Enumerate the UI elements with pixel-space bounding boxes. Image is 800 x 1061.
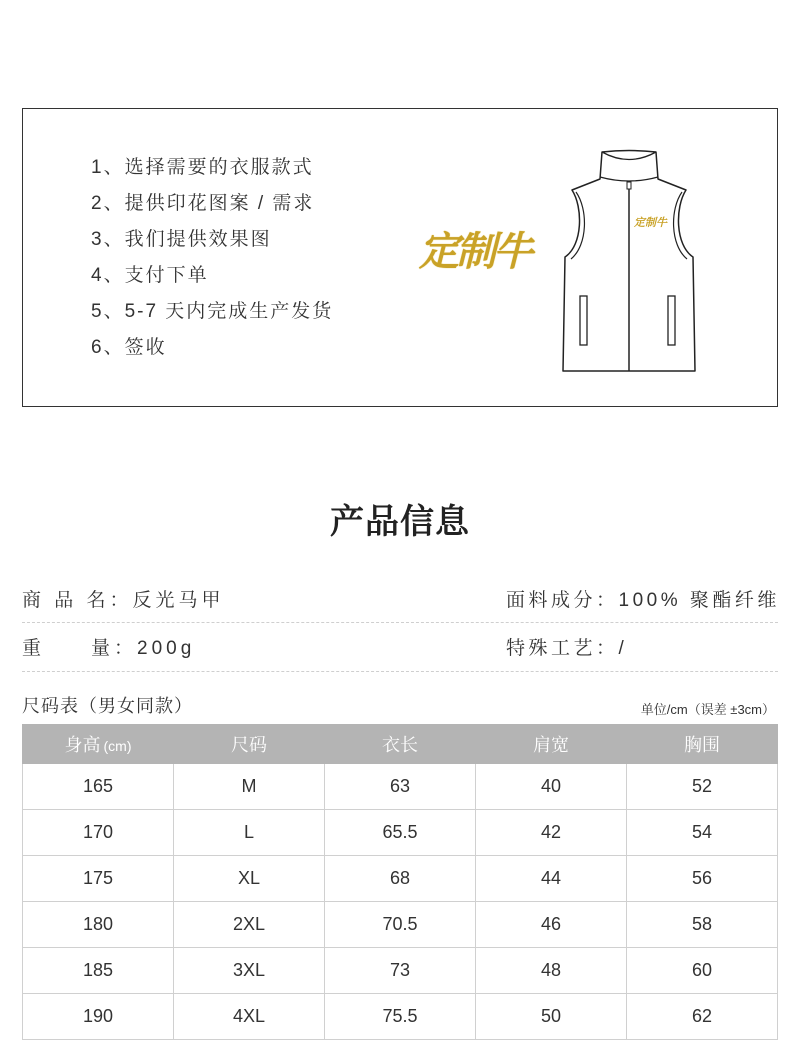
- size-chart-title: 尺码表（男女同款）: [22, 696, 193, 716]
- header-shoulder: 肩宽: [476, 725, 627, 764]
- vest-pocket-right: [668, 296, 675, 345]
- order-process-box: [22, 108, 778, 407]
- cell-length: 65.5: [325, 810, 476, 856]
- size-table: [22, 724, 778, 1040]
- cell-size: M: [174, 764, 325, 810]
- cell-length: 73: [325, 948, 476, 994]
- step-item: 3、我们提供效果图: [91, 229, 272, 250]
- header-length: 衣长: [325, 725, 476, 764]
- cell-shoulder: 50: [476, 994, 627, 1040]
- header-height-unit: (cm): [103, 738, 132, 754]
- step-item: 2、提供印花图案 / 需求: [91, 193, 315, 214]
- cell-length: 68: [325, 856, 476, 902]
- table-row: [23, 902, 778, 948]
- divider: [22, 622, 778, 623]
- cell-length: 75.5: [325, 994, 476, 1040]
- cell-chest: 58: [627, 902, 778, 948]
- divider: [22, 671, 778, 672]
- cell-height: 180: [23, 902, 174, 948]
- cell-chest: 52: [627, 764, 778, 810]
- product-weight: 重 量：200g: [22, 638, 196, 659]
- order-steps-list: [91, 150, 333, 366]
- cell-shoulder: 44: [476, 856, 627, 902]
- step-item: 1、选择需要的衣服款式: [91, 157, 314, 178]
- header-height: 身高 (cm): [23, 725, 174, 764]
- vest-chest-logo: 定制牛: [634, 216, 667, 229]
- table-row: [23, 994, 778, 1040]
- table-row: [23, 810, 778, 856]
- vest-illustration: [555, 145, 705, 380]
- cell-length: 63: [325, 764, 476, 810]
- step-item: 4、支付下单: [91, 265, 209, 286]
- vest-pocket-left: [580, 296, 587, 345]
- cell-size: 4XL: [174, 994, 325, 1040]
- cell-size: 3XL: [174, 948, 325, 994]
- cell-shoulder: 46: [476, 902, 627, 948]
- cell-shoulder: 48: [476, 948, 627, 994]
- cell-size: XL: [174, 856, 325, 902]
- cell-chest: 60: [627, 948, 778, 994]
- cell-chest: 56: [627, 856, 778, 902]
- cell-chest: 62: [627, 994, 778, 1040]
- vest-zipper-pull: [627, 182, 631, 189]
- table-row: [23, 764, 778, 810]
- step-item: 6、签收: [91, 337, 167, 358]
- product-name: 商 品 名：反光马甲: [22, 590, 225, 611]
- cell-size: 2XL: [174, 902, 325, 948]
- product-fabric: 面料成分：100% 聚酯纤维: [506, 590, 780, 611]
- table-row: [23, 856, 778, 902]
- table-row: [23, 948, 778, 994]
- header-chest: 胸围: [627, 725, 778, 764]
- cell-height: 175: [23, 856, 174, 902]
- step-item: 5、5-7 天内完成生产发货: [91, 301, 334, 322]
- cell-height: 165: [23, 764, 174, 810]
- cell-height: 170: [23, 810, 174, 856]
- size-chart-unit-note: 单位/cm（误差 ±3cm）: [640, 702, 775, 717]
- table-header-row: [23, 725, 778, 764]
- cell-length: 70.5: [325, 902, 476, 948]
- header-size: 尺码: [174, 725, 325, 764]
- brand-logo: 定制牛: [419, 228, 530, 275]
- product-craft: 特殊工艺：/: [506, 638, 628, 659]
- cell-height: 185: [23, 948, 174, 994]
- cell-height: 190: [23, 994, 174, 1040]
- cell-shoulder: 42: [476, 810, 627, 856]
- cell-size: L: [174, 810, 325, 856]
- cell-chest: 54: [627, 810, 778, 856]
- product-info-title: 产品信息: [330, 503, 470, 541]
- cell-shoulder: 40: [476, 764, 627, 810]
